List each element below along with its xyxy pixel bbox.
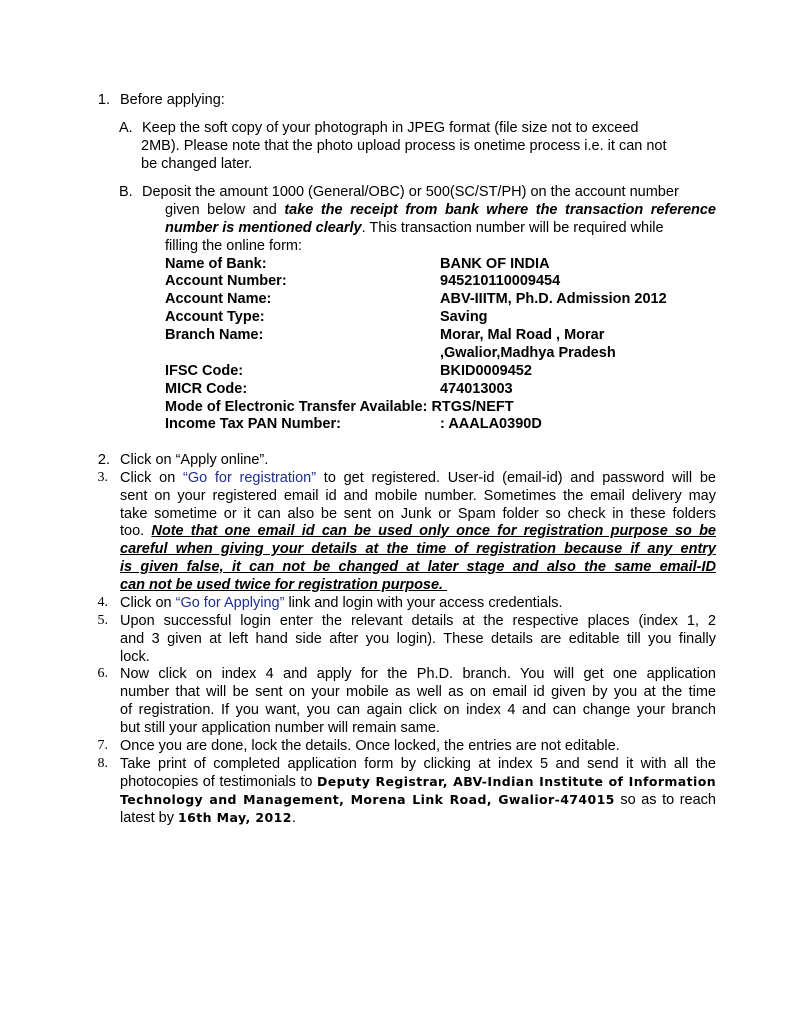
sub-b-marker: B.	[119, 184, 133, 200]
go-for-applying-link[interactable]: “Go for Applying”	[175, 595, 285, 611]
item-6-number: 6.	[97, 666, 108, 681]
item-3-number: 3.	[97, 470, 108, 485]
branch-name-value-2: ,Gwalior,Madhya Pradesh	[440, 345, 616, 361]
micr-code-label: MICR Code:	[165, 381, 248, 397]
item-4-pre-text: Click on	[120, 595, 176, 611]
item-3-warning-2: careful when giving your details at the time of registration because if any entry	[120, 541, 716, 557]
transfer-mode-line: Mode of Electronic Transfer Available: RTGS/NEFT	[165, 399, 514, 415]
sub-b-line-3	[165, 219, 664, 237]
item-3-warning-1: Note that one email id can be used only once for registration purpose so be	[151, 523, 716, 539]
sub-a-marker: A.	[119, 120, 133, 136]
sub-a-line-3: be changed later.	[141, 156, 253, 172]
item-1-number: 1.	[97, 92, 110, 108]
ifsc-code-value: BKID0009452	[440, 363, 532, 379]
sub-a-line-1: Keep the soft copy of your photograph in JPEG format (file size not to exceed	[142, 120, 639, 136]
item-3-pre-text: Click on	[120, 470, 183, 486]
branch-name-label: Branch Name:	[165, 327, 264, 343]
account-type-value: Saving	[440, 309, 488, 325]
item-6-line-2: number that will be sent on your mobile as well as on email id given by you at the time	[120, 684, 716, 700]
deadline-date: 16th May, 2012	[178, 810, 292, 825]
item-5-line-1: Upon successful login enter the relevant details at the respective places (index 1, 2	[120, 613, 716, 629]
sub-b-line-1: Deposit the amount 1000 (General/OBC) or 500(SC/ST/PH) on the account number	[142, 184, 679, 200]
account-number-label: Account Number:	[165, 273, 287, 289]
item-3-line-4-pre: too.	[120, 523, 152, 539]
sub-a-line-2: 2MB). Please note that the photo upload process is onetime process i.e. it can not	[141, 138, 667, 154]
item-3-post-text: to get registered. User-id (email-id) and password will be	[316, 470, 716, 486]
item-3-line-2: sent on your registered email id and mobile number. Sometimes the email delivery may	[120, 488, 716, 504]
item-3-line-1	[120, 469, 716, 487]
bank-name-value: BANK OF INDIA	[440, 256, 550, 272]
branch-name-value-1: Morar, Mal Road , Morar	[440, 327, 605, 343]
pan-number-label: Income Tax PAN Number:	[165, 416, 341, 432]
sub-b-emphasis-2: number is mentioned clearly	[165, 220, 362, 236]
item-3-line-4	[120, 522, 716, 540]
item-4-line	[120, 594, 562, 612]
item-2-number: 2.	[97, 452, 110, 468]
account-name-label: Account Name:	[165, 291, 272, 307]
item-6-line-4: but still your application number will remain same.	[120, 720, 440, 736]
pan-number-value: : AAALA0390D	[440, 416, 542, 432]
item-1-title: Before applying:	[120, 92, 225, 108]
item-4-post-text: link and login with your access credentials.	[284, 595, 563, 611]
item-3-line-3: take sometime or it can also be sent on Junk or Spam folder so check in these folders	[120, 506, 716, 522]
registrar-address-1: Deputy Registrar, ABV-Indian Institute of Information	[317, 774, 716, 789]
account-number-value: 945210110009454	[440, 273, 561, 289]
item-5-number: 5.	[97, 613, 108, 628]
sub-b-line-3-text: . This transaction number will be required while	[361, 220, 664, 236]
item-7-number: 7.	[97, 738, 108, 753]
sub-b-line-2	[165, 201, 716, 219]
item-8-line-1: Take print of completed application form by clicking at index 5 and send it with all the	[120, 756, 716, 772]
sub-b-line-2-text: given below and	[165, 202, 285, 218]
sub-b-line-4: filling the online form:	[165, 238, 303, 254]
item-7-text: Once you are done, lock the details. Once locked, the entries are not editable.	[120, 738, 620, 754]
item-5-line-3: lock.	[120, 649, 150, 665]
account-name-value: ABV-IIITM, Ph.D. Admission 2012	[440, 291, 667, 307]
registrar-address-2: Technology and Management, Morena Link Road, Gwalior-474015	[120, 792, 615, 807]
item-4-number: 4.	[97, 595, 108, 610]
item-8-line-4-pre: latest by	[120, 810, 179, 826]
go-for-registration-link[interactable]: “Go for registration”	[182, 470, 317, 486]
item-8-line-2-pre: photocopies of testimonials to	[120, 774, 318, 790]
sub-b-emphasis-1: take the receipt from bank where the transaction reference	[284, 202, 716, 218]
item-3-warning-4: can not be used twice for registration purpose.	[120, 577, 448, 593]
item-5-line-2: and 3 given at left hand side after you login). These details are editable till you finally	[120, 631, 716, 647]
account-type-label: Account Type:	[165, 309, 265, 325]
ifsc-code-label: IFSC Code:	[165, 363, 244, 379]
item-6-line-1: Now click on index 4 and apply for the Ph.D. branch. You will get one application	[120, 666, 716, 682]
micr-code-value: 474013003	[440, 381, 513, 397]
item-8-line-4	[120, 809, 296, 827]
bank-name-label: Name of Bank:	[165, 256, 267, 272]
item-8-line-4-post: .	[291, 810, 296, 826]
item-6-line-3: of registration. If you want, you can again click on index 4 and can change your branch	[120, 702, 716, 718]
item-8-number: 8.	[97, 756, 108, 771]
item-8-line-2	[120, 773, 716, 791]
item-8-line-3	[120, 791, 716, 809]
item-8-line-3-post: so as to reach	[614, 792, 717, 808]
item-2-text: Click on “Apply online”.	[120, 452, 269, 468]
item-3-warning-3: is given false, it can not be changed at later stage and also the same email-ID	[120, 559, 716, 575]
